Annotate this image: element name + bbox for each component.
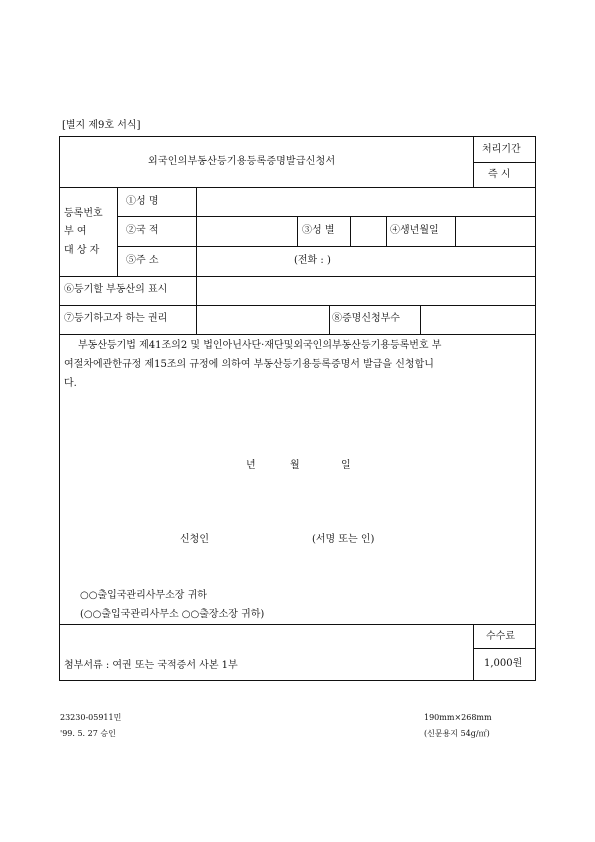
sex-label: ③성 별 xyxy=(302,225,335,236)
processing-period-label: 처리기간 xyxy=(482,144,521,155)
address-field[interactable] xyxy=(198,248,534,275)
nationality-field[interactable] xyxy=(198,218,296,245)
fee-label: 수수료 xyxy=(486,631,515,642)
date-month-label: 월 xyxy=(290,460,300,471)
rule xyxy=(473,624,474,681)
body-text-line2: 여절차에관한규정 제15조의 규정에 의하여 부동산등기용등록증명서 발급을 신청합니 xyxy=(64,359,434,370)
copies-label: ⑧증명신청부수 xyxy=(332,313,400,324)
rule xyxy=(420,305,421,334)
phone-text: (전화 : ) xyxy=(294,255,331,266)
birth-date-field[interactable] xyxy=(457,218,534,245)
date-day-label: 일 xyxy=(341,460,351,471)
addressee-line2: (○○출입국관리사무소 ○○출장소장 귀하) xyxy=(80,609,265,620)
approval-date: '99. 5. 27 승인 xyxy=(60,729,116,738)
rule xyxy=(196,187,197,334)
form-code: 23230-05911민 xyxy=(60,713,122,722)
right-field[interactable] xyxy=(198,307,328,333)
rule xyxy=(473,162,536,163)
rule xyxy=(59,276,536,277)
rule xyxy=(117,216,536,217)
body-text-line3: 다. xyxy=(64,378,77,389)
rule xyxy=(455,216,456,246)
date-year-label: 년 xyxy=(246,460,256,471)
applicant-group-label-line1: 등록번호 xyxy=(64,208,103,219)
form-number-label: [별지 제9호 서식] xyxy=(62,120,141,131)
name-field[interactable] xyxy=(198,189,534,215)
rule xyxy=(59,624,536,625)
address-label: ⑤주 소 xyxy=(126,255,159,266)
rule xyxy=(473,648,536,649)
rule xyxy=(117,246,536,247)
nationality-label: ②국 적 xyxy=(126,225,159,236)
applicant-signature-label: 신청인 xyxy=(180,534,209,545)
rule xyxy=(59,334,536,335)
body-text-line1: 부동산등기법 제41조의2 및 법인아닌사단·재단및외국인의부동산등기용등록번호 부 xyxy=(78,340,442,351)
rule xyxy=(297,216,298,246)
paper-size: 190mm×268mm xyxy=(424,713,492,722)
paper-type: (신문용지 54g/㎡) xyxy=(424,729,490,738)
rule xyxy=(386,216,387,246)
right-label: ⑦등기하고자 하는 권리 xyxy=(64,313,168,324)
applicant-group-label-line3: 대 상 자 xyxy=(64,245,100,256)
rule xyxy=(59,187,536,188)
birth-date-label: ④생년월일 xyxy=(390,225,439,236)
name-label: ①성 명 xyxy=(126,196,159,207)
copies-field[interactable] xyxy=(422,307,534,333)
addressee-line1: ○○출입국관리사무소장 귀하 xyxy=(80,590,207,601)
processing-period-value: 즉 시 xyxy=(488,169,511,180)
rule xyxy=(329,305,330,334)
signature-or-seal-label: (서명 또는 인) xyxy=(312,534,375,545)
rule xyxy=(59,305,536,306)
applicant-group-label-line2: 부 여 xyxy=(64,226,87,237)
rule xyxy=(117,187,118,276)
property-label: ⑥등기할 부동산의 표시 xyxy=(64,284,168,295)
form-title: 외국인의부동산등기용등록증명발급신청서 xyxy=(148,156,336,167)
attachment-documents: 첨부서류 : 여권 또는 국적증서 사본 1부 xyxy=(64,660,238,671)
fee-value: 1,000원 xyxy=(484,658,523,669)
sex-field[interactable] xyxy=(352,218,385,245)
property-field[interactable] xyxy=(198,278,534,304)
rule xyxy=(473,136,474,187)
rule xyxy=(350,216,351,246)
